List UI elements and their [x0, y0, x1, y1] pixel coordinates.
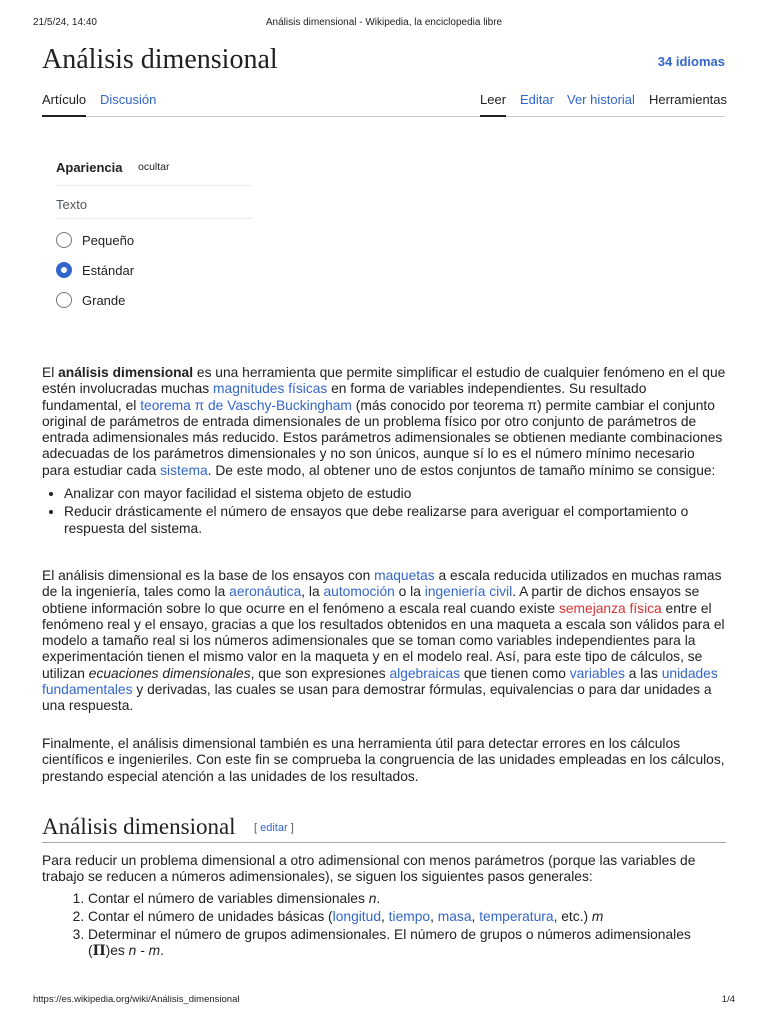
text-label: Texto	[56, 197, 88, 212]
language-button[interactable]: 34 idiomas	[657, 54, 725, 69]
link-variables[interactable]: variables	[569, 665, 625, 681]
page-tabs	[42, 90, 728, 117]
radio-standard[interactable]	[56, 262, 72, 278]
intro-paragraph-3: Finalmente, el análisis dimensional también es una herramienta útil para detectar errores en los cálculos científicos e ingenieriles. Con este fin se comprueba la congruencia de las unidades empleadas en los cálculos, prestando especial atención a las unidades de los resultados.	[42, 736, 725, 784]
radio-label-large: Grande	[82, 293, 126, 308]
page-title: Análisis dimensional	[42, 44, 278, 75]
section-body	[42, 853, 726, 962]
list-item: 1. Contar el número de variables dimensionales n.	[88, 891, 726, 907]
benefits-list	[42, 486, 726, 537]
intro-paragraph-1: El análisis dimensional es una herramienta que permite simplificar el estudio de cualquier fenómeno en el que estén involucradas muchas magnitudes físicas en forma de variables independientes. Su resultado fundamental, el teorema π de Vaschy-Buckingham (más conocido por teorema π) permite cambiar el conjunto original de parámetros de entrada dimensionales de un problema físico por otro conjunto de parámetros de entrada adimensionales más reducido. Estos parámetros adimensionales se obtienen mediante combinaciones adecuadas de los parámetros dimensionales y no son únicos, aunque sí lo es el número mínimo necesario para estudiar cada sistema. De este modo, al obtener uno de estos conjuntos de tamaño mínimo se consigue:	[42, 365, 726, 478]
link-automocion[interactable]: automoción	[323, 584, 395, 600]
link-longitud[interactable]: longitud	[332, 908, 381, 924]
print-url: https://es.wikipedia.org/wiki/Análisis_dimensional	[33, 994, 240, 1005]
tab-read[interactable]: Leer	[480, 92, 506, 117]
tab-tools[interactable]: Herramientas	[649, 92, 728, 107]
tab-talk[interactable]: Discusión	[100, 92, 157, 107]
link-magnitudes[interactable]: magnitudes físicas	[213, 381, 328, 397]
list-item: 3. Determinar el número de grupos adimensionales. El número de grupos o números adimensionales (Π)es n - m.	[88, 927, 726, 960]
print-header	[0, 17, 768, 31]
list-item: • Analizar con mayor facilidad el sistema objeto de estudio	[64, 486, 726, 502]
appearance-panel	[56, 157, 252, 317]
link-algebraicas[interactable]: algebraicas	[389, 665, 461, 681]
link-tiempo[interactable]: tiempo	[388, 908, 431, 924]
appearance-hide-button[interactable]: ocultar	[138, 161, 170, 173]
steps-list	[42, 891, 726, 960]
print-date: 21/5/24, 14:40	[33, 17, 97, 28]
link-ingenieria-civil[interactable]: ingeniería civil	[424, 584, 513, 600]
tab-article[interactable]: Artículo	[42, 92, 86, 117]
link-masa[interactable]: masa	[437, 908, 472, 924]
link-semejanza-fisica[interactable]: semejanza física	[558, 600, 662, 616]
link-teorema[interactable]: teorema π de Vaschy-Buckingham	[140, 397, 352, 413]
appearance-heading: Apariencia	[56, 160, 123, 175]
radio-label-small: Pequeño	[82, 233, 135, 248]
list-item: 2. Contar el número de unidades básicas (longitud, tiempo, masa, temperatura, etc.) m	[88, 909, 726, 925]
radio-large[interactable]	[56, 292, 72, 308]
intro-block	[42, 365, 726, 539]
link-temperatura[interactable]: temperatura	[479, 908, 554, 924]
radio-label-standard: Estándar	[82, 263, 135, 278]
link-aeronautica[interactable]: aeronáutica	[229, 584, 302, 600]
print-page-number: 1/4	[721, 994, 735, 1005]
radio-small[interactable]	[56, 232, 72, 248]
print-doc-title: Análisis dimensional - Wikipedia, la enciclopedia libre	[265, 17, 503, 28]
intro-paragraph-3-block	[42, 736, 726, 785]
list-item: • Reducir drásticamente el número de ensayos que debe realizarse para averiguar el comportamiento o respuesta del sistema.	[64, 504, 726, 537]
radio-option-standard[interactable]	[56, 257, 252, 287]
link-unidades-fundamentales[interactable]: unidades fundamentales	[42, 665, 718, 698]
section-paragraph: Para reducir un problema dimensional a otro adimensional con menos parámetros (porque las variables de trabajo se reducen a números adimensionales), se siguen los siguientes pasos generales:	[42, 853, 696, 885]
radio-option-large[interactable]	[56, 287, 252, 317]
section-title: Análisis dimensional	[42, 814, 236, 839]
section-edit-link[interactable]: editar	[260, 822, 288, 834]
link-maquetas[interactable]: maquetas	[374, 568, 435, 583]
section-heading	[42, 810, 726, 843]
tab-history[interactable]: Ver historial	[567, 92, 635, 107]
text-size-label	[56, 186, 252, 219]
radio-option-small[interactable]	[56, 227, 252, 257]
appearance-header	[56, 157, 252, 186]
link-sistema[interactable]: sistema	[160, 462, 208, 478]
intro-paragraph-2: El análisis dimensional es la base de los ensayos con maquetas a escala reducida utilizados en muchas ramas de la ingeniería, tales como la aeronáutica, la automoción o la ingeniería civil. A partir de dichos ensayos se obtiene información sobre lo que ocurre en el fenómeno a escala real cuando existe semejanza física entre el fenómeno real y el ensayo, gracias a que los resultados obtenidos en una maqueta a escala son válidos para el modelo a tamaño real si los números adimensionales que se toman como variables independientes para la experimentación tienen el mismo valor en la maqueta y en el modelo real. Así, para este tipo de cálculos, se utilizan ecuaciones dimensionales, que son expresiones algebraicas que tienen como variables a las unidades fundamentales y derivadas, las cuales se usan para demostrar fórmulas, equivalencias o para dar unidades a una respuesta.	[42, 568, 725, 714]
intro-paragraph-2-block	[42, 568, 726, 715]
tab-edit[interactable]: Editar	[520, 92, 554, 107]
section-edit: [ editar ]	[254, 822, 294, 834]
